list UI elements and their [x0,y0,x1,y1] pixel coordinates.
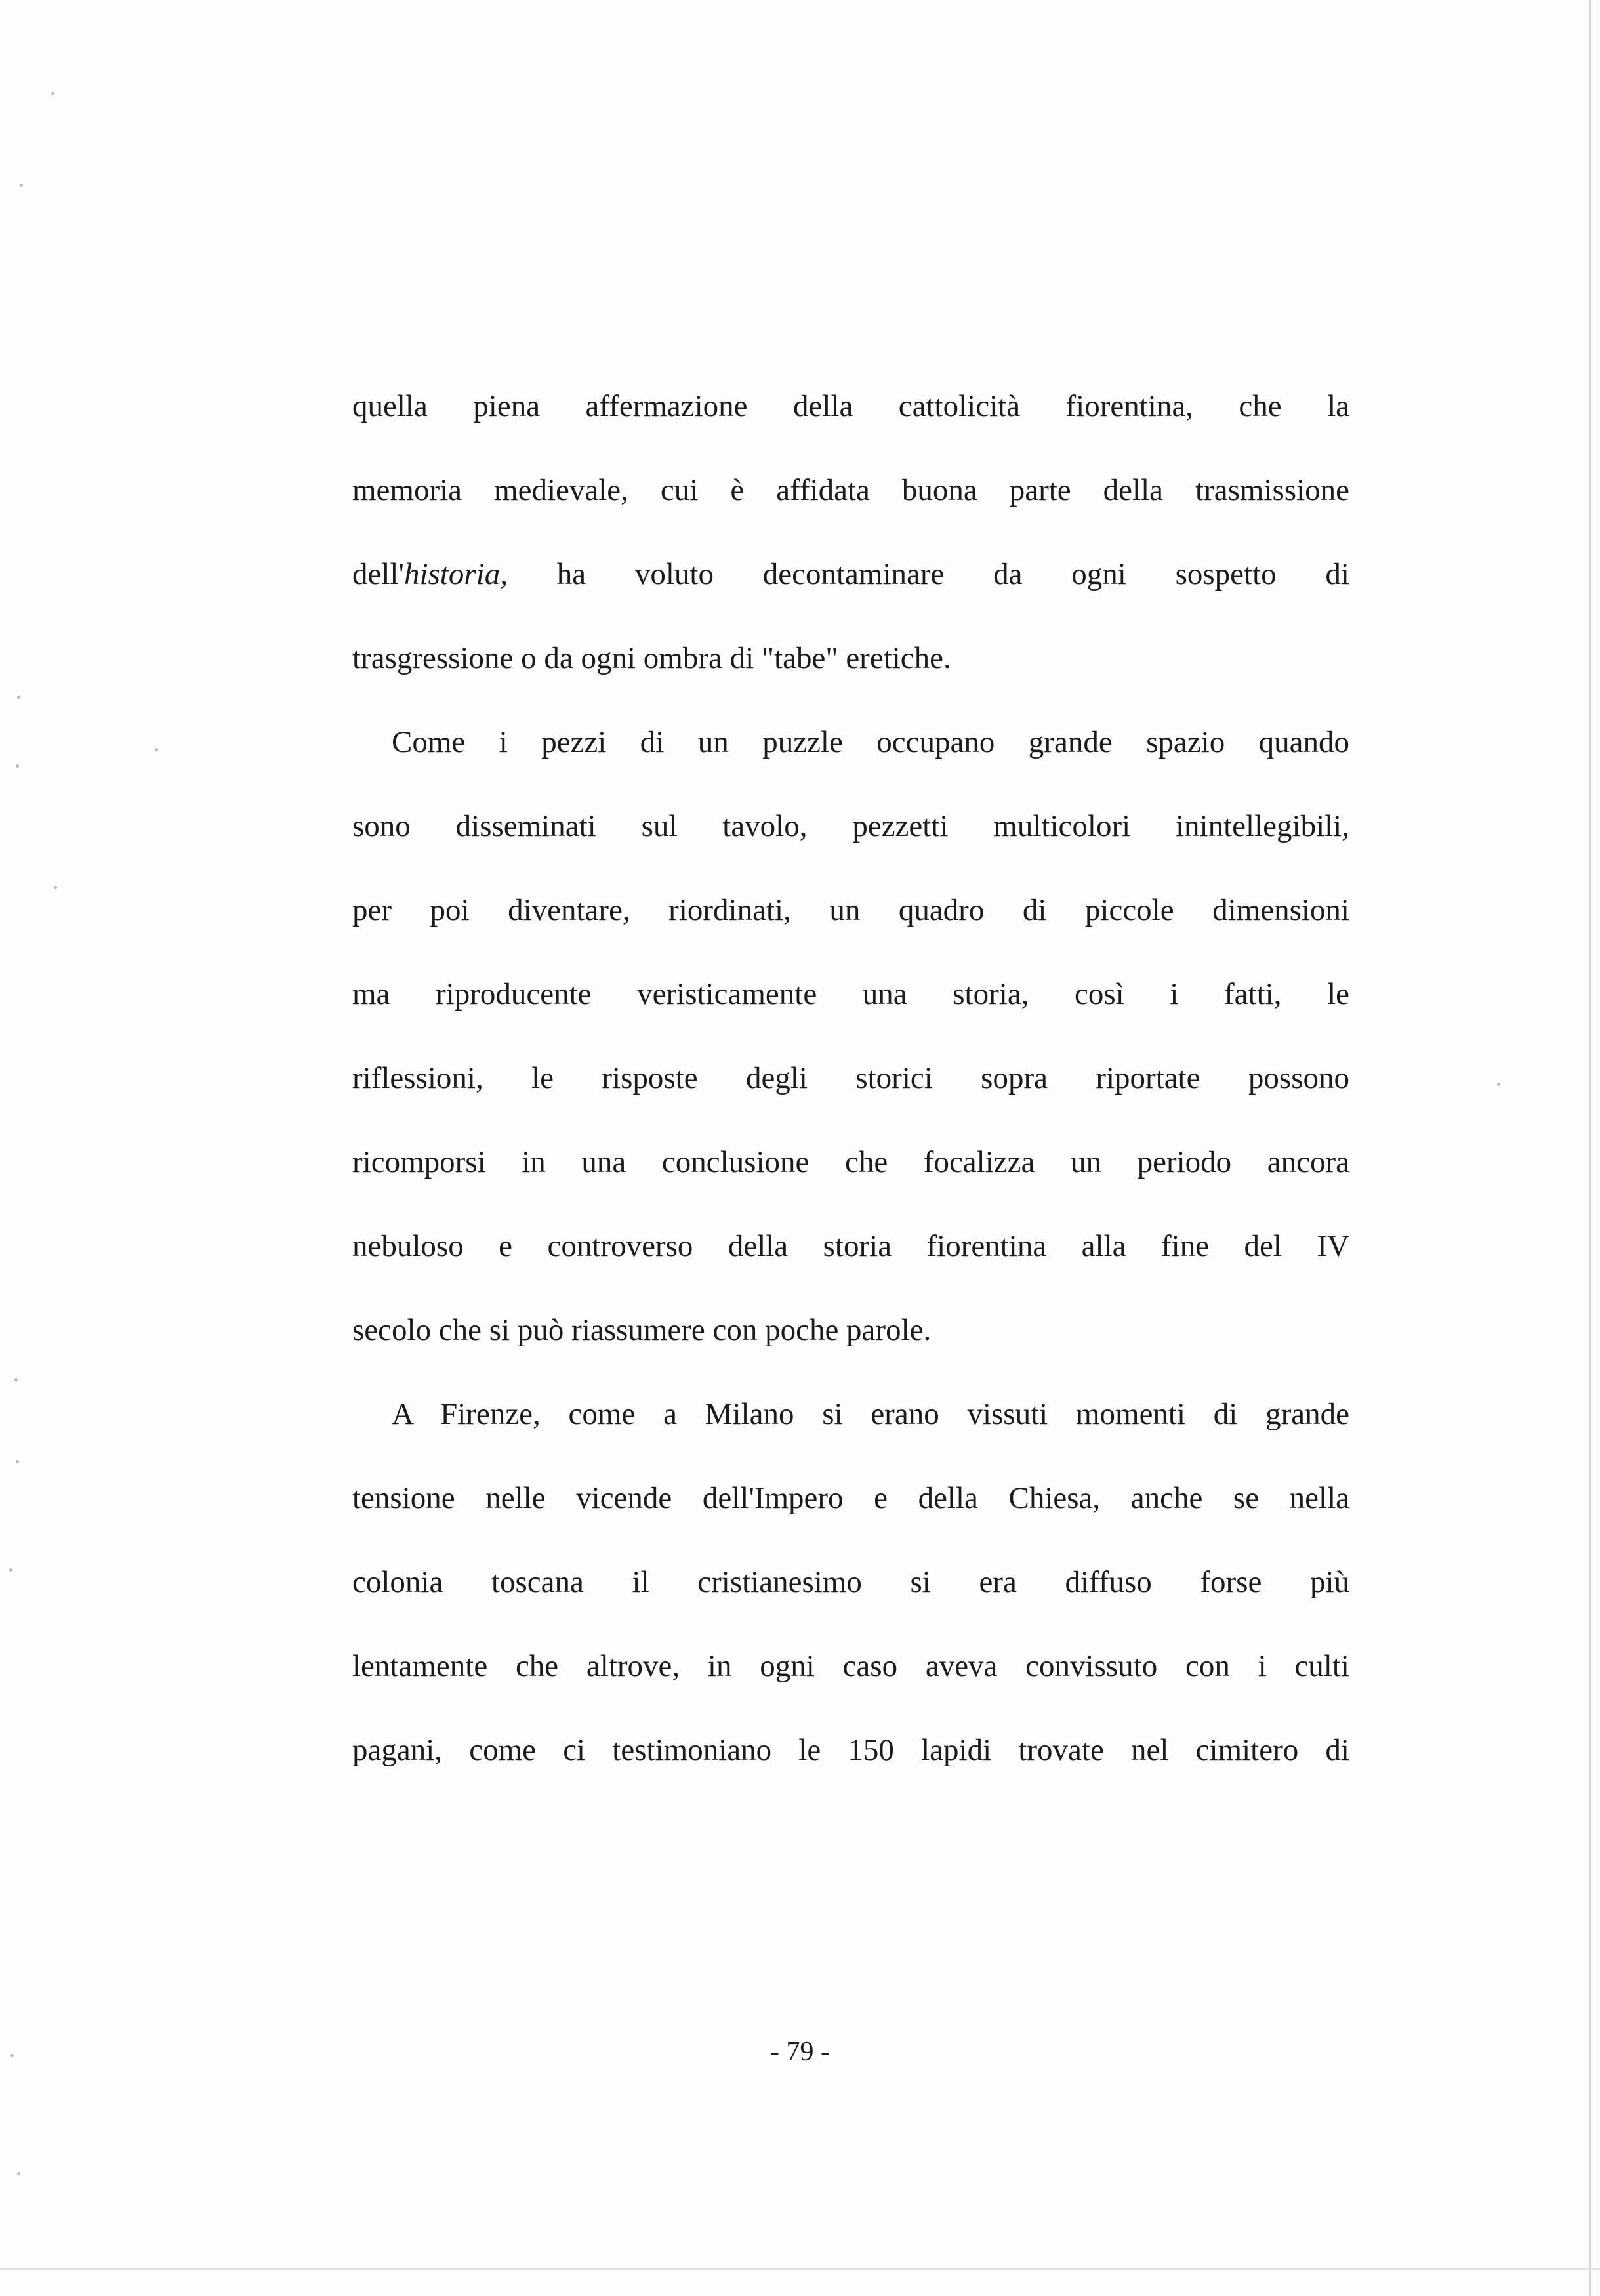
text-line [352,532,1349,616]
scan-speck [51,92,54,95]
text-line: pagani, come ci testimoniano le 150 lapidi trovate nel cimitero di [352,1733,1349,1767]
text-line: A Firenze, come a Milano si erano vissuti momenti di grande [392,1397,1349,1431]
text-line: sono disseminati sul tavolo, pezzetti multicolori inintellegibili, [352,809,1349,843]
text-line: memoria medievale, cui è affidata buona parte della trasmissione [352,473,1349,507]
text-line: colonia toscana il cristianesimo si era diffuso forse più [352,1565,1349,1599]
paragraph-1 [352,364,1349,700]
scan-speck [155,748,158,751]
scan-speck [9,1568,12,1572]
text-line: quella piena affermazione della cattolicità fiorentina, che la [352,389,1349,423]
scan-speck [20,184,23,187]
scan-speck [17,696,20,699]
text-line: lentamente che altrove, in ogni caso aveva convissuto con i culti [352,1649,1349,1683]
text-line: tensione nelle vicende dell'Impero e della Chiesa, anche se nella [352,1481,1349,1515]
body-text [352,364,1349,1792]
text-rest: ha voluto decontaminare da ogni sospetto di [507,557,1349,591]
text-line: Come i pezzi di un puzzle occupano grande spazio quando [392,725,1349,759]
paragraph-2 [352,700,1349,1372]
scan-speck [1497,1083,1500,1086]
paragraph-3 [352,1372,1349,1792]
text-line: secolo che si può riassumere con poche parole. [352,1313,932,1347]
text-line: ma riproducente veristicamente una storia, così i fatti, le [352,977,1349,1011]
text-line: ricomporsi in una conclusione che focalizza un periodo ancora [352,1145,1349,1179]
text-prefix: dell' [352,557,404,591]
italic-term: historia, [403,557,508,591]
text-line: nebuloso e controverso della storia fiorentina alla fine del IV [352,1229,1349,1263]
scan-speck [14,1378,18,1381]
text-line: trasgressione o da ogni ombra di "tabe" eretiche. [352,641,951,675]
page-edge-bottom [0,2268,1600,2270]
page-edge-right [1589,0,1591,2296]
text-line: riflessioni, le risposte degli storici sopra riportate possono [352,1061,1349,1095]
page-number: - 79 - [770,2037,830,2067]
scan-speck [16,1460,19,1463]
scan-speck [16,764,19,768]
text-line: per poi diventare, riordinati, un quadro di piccole dimensioni [352,893,1349,927]
scan-speck [54,886,57,889]
scan-speck [17,2172,20,2175]
